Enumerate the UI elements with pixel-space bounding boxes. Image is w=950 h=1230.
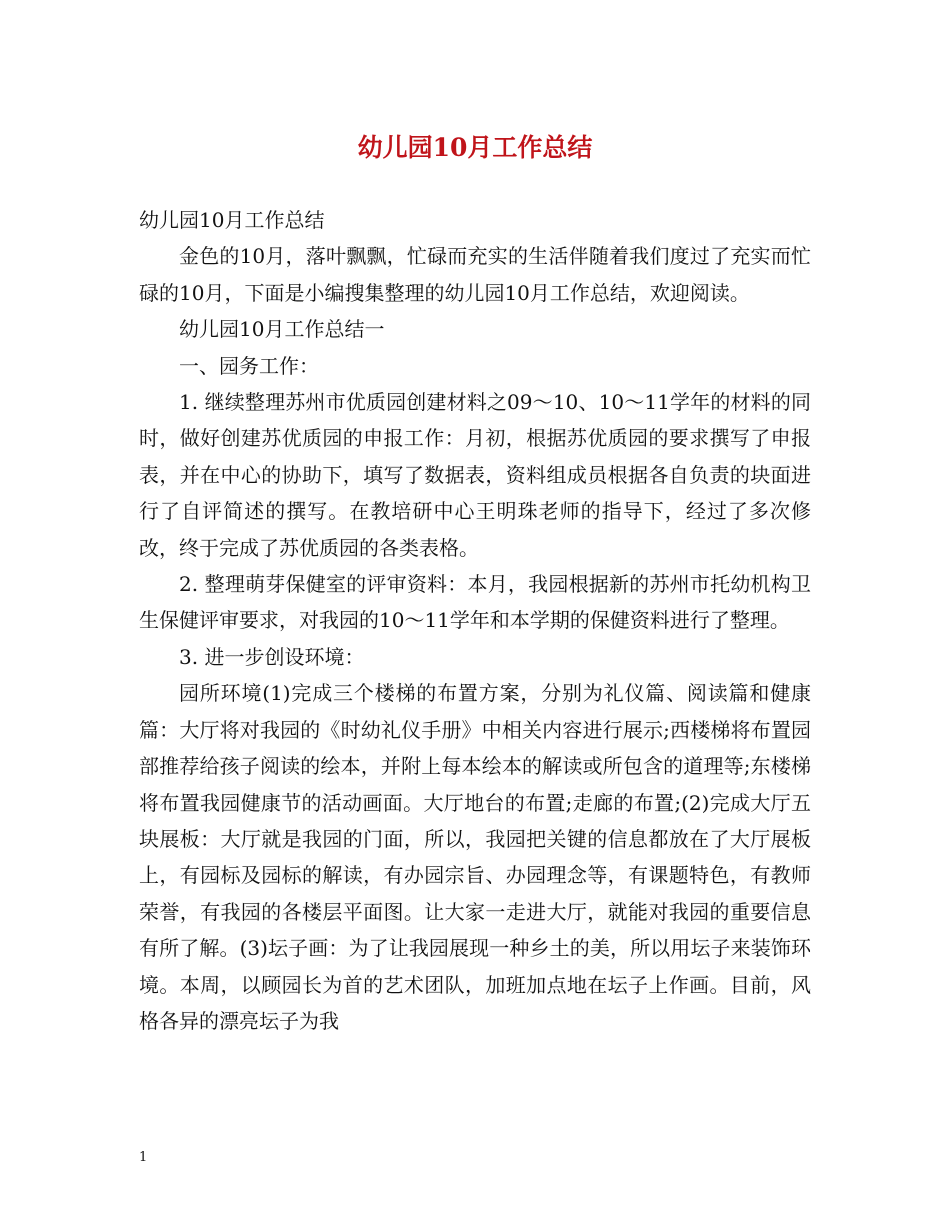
document-subtitle: 幼儿园10月工作总结 (139, 208, 325, 232)
page-number: 1 (139, 1150, 148, 1165)
body-paragraph: 2. 整理萌芽保健室的评审资料：本月，我园根据新的苏州市托幼机构卫生保健评审要求，对我园的10～11学年和本学期的保健资料进行了整理。 (139, 572, 811, 633)
document-body (139, 202, 811, 1039)
body-paragraph: 金色的10月，落叶飘飘，忙碌而充实的生活伴随着我们度过了充实而忙碌的10月，下面是小编搜集整理的幼儿园10月工作总结，欢迎阅读。 (139, 244, 811, 305)
body-paragraph: 园所环境(1)完成三个楼梯的布置方案，分别为礼仪篇、阅读篇和健康篇：大厅将对我园的《时幼礼仪手册》中相关内容进行展示;西楼梯将布置园部推荐给孩子阅读的绘本，并附上每本绘本的解读或所包含的道理等;东楼梯将布置我园健康节的活动画面。大厅地台的布置;走廊的布置;(2)完成大厅五块展板：大厅就是我园的门面，所以，我园把关键的信息都放在了大厅展板上，有园标及园标的解读，有办园宗旨、办园理念等，有课题特色，有教师荣誉，有我园的各楼层平面图。让大家一走进大厅，就能对我园的重要信息有所了解。(3)坛子画：为了让我园展现一种乡土的美，所以用坛子来装饰环境。本周，以顾园长为首的艺术团队，加班加点地在坛子上作画。目前，风格各异的漂亮坛子为我 (139, 681, 811, 1033)
body-paragraph: 3. 进一步创设环境： (179, 644, 365, 669)
document-title: 幼儿园10月工作总结 (357, 133, 593, 162)
body-paragraph: 一、园务工作： (179, 353, 319, 378)
body-paragraph: 幼儿园10月工作总结一 (179, 317, 385, 342)
body-paragraph: 1. 继续整理苏州市优质园创建材料之09～10、10～11学年的材料的同时，做好创建苏优质园的申报工作：月初，根据苏优质园的要求撰写了申报表，并在中心的协助下，填写了数据表，资料组成员根据各自负责的块面进行了自评简述的撰写。在教培研中心王明珠老师的指导下，经过了多次修改，终于完成了苏优质园的各类表格。 (139, 390, 811, 560)
